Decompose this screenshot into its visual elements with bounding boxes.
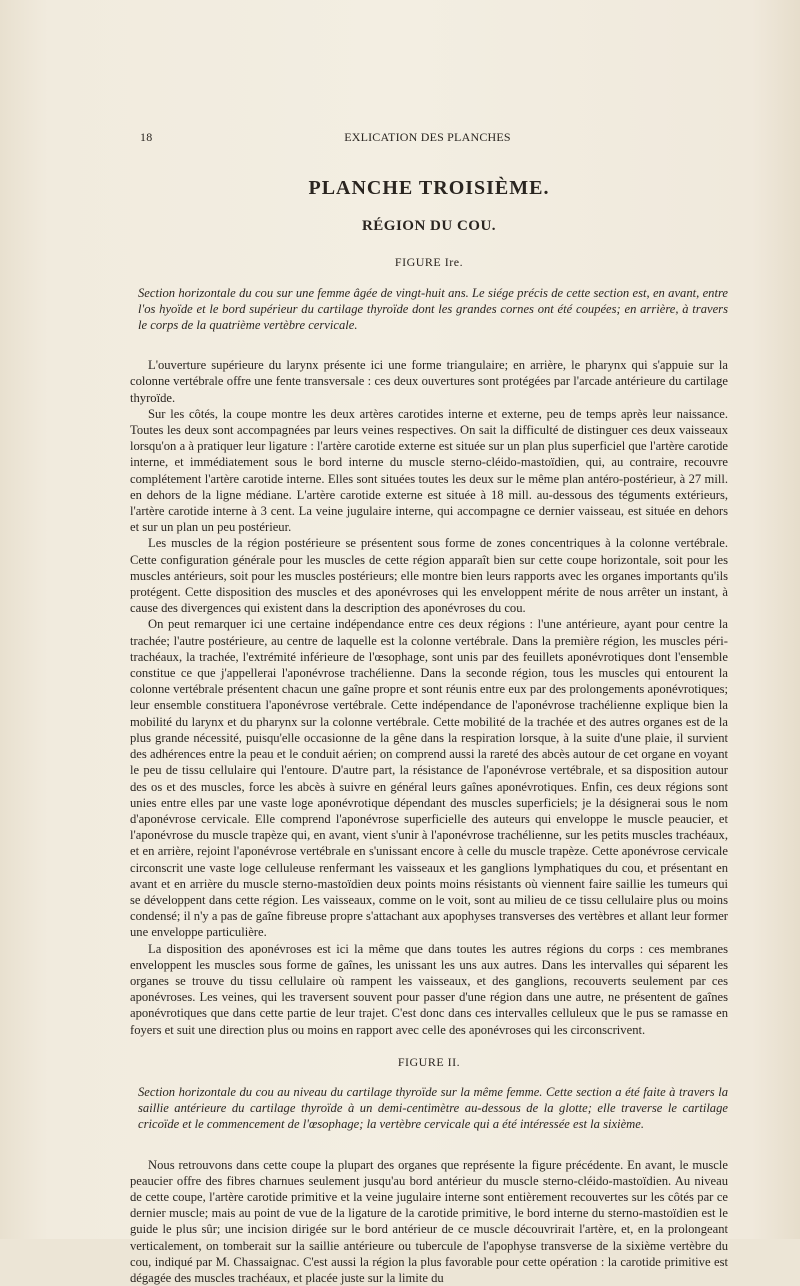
figure-1-paragraph: La disposition des aponévroses est ici la même que dans toutes les autres régions du corps : ces membranes enveloppent les muscles sous forme de gaînes, les unissant les uns aux autres. Dans les intervalles qui séparent les organes se trouve du tissu cellulaire où rampent les vaisseaux, et des ganglions, recouverts seulement par ces aponévroses. Les veines, qui les traversent souvent pour passer d'une région dans une autre, ne présentent de gaînes aponévrotiques que dans cette partie de leur trajet. C'est donc dans ces intervalles celluleux que le pus se ramasse en foyers et suit une direction plus ou moins en rapport avec celle des aponévroses qui les circonscrivent. [130,941,728,1037]
page-number: 18 [140,130,153,144]
figure-1-label: FIGURE Ire. [394,255,464,270]
region-title: RÉGION DU COU. [361,218,497,235]
figure-1-paragraph: L'ouverture supérieure du larynx présente ici une forme triangulaire; en arrière, le pharynx qui s'appuie sur la colonne vertébrale offre une fente transversale : ces deux ouvertures sont protégées par l'arcade antérieure du cartilage thyroïde. [130,358,728,405]
figure-2-caption: Section horizontale du cou au niveau du cartilage thyroïde sur la même femme. Cette section a été faite à travers la saillie antérieure du cartilage thyroïde à un demi-centimètre au-dessous de la glotte; elle traverse le cartilage cricoïde et le commencement de l'œsophage; la vertèbre cervicale qui a été intéressée est la sixième. [138,1084,728,1132]
figure-1-paragraph: Les muscles de la région postérieure se présentent sous forme de zones concentriques à la colonne vertébrale. Cette configuration générale pour les muscles de cette région apparaît bien sur cette coupe horizontale, soit pour les muscles antérieurs, soit pour les muscles postérieurs; elle montre bien leurs rapports avec les organes importants qu'ils protégent. Cette disposition des muscles et des aponévroses qui les enveloppent mérite de nous arrêter un instant, à cause des divergences qui existent dans la description des aponévroses du cou. [130,536,728,616]
figure-1-paragraph: On peut remarquer ici une certaine indépendance entre ces deux régions : l'une antérieure, ayant pour centre la trachée; l'autre postérieure, au centre de laquelle est la colonne vertébrale. Dans la première région, les muscles péri-trachéaux, la trachée, l'extrémité inférieure de l'œsophage, sont unis par des feuillets aponévrotiques dont l'ensemble constitue ce que j'appellerai l'aponévrose trachélienne. Dans la seconde région, tous les muscles qui entourent la colonne vertébrale présentent chacun une gaîne propre et sont réunis entre eux par des prolongements aponévrotiques; leur ensemble constituera l'aponévrose vertébrale. Cette indépendance de l'aponévrose trachélienne explique bien la mobilité du larynx et du pharynx sur la colonne vertébrale. Cette mobilité de la trachée et des autres organes est de la plus grande nécessité, puisqu'elle occasionne de la gêne dans la respiration lorsque, à la suite d'une plaie, il survient des adhérences entre la peau et le conduit aérien; on comprend aussi la rareté des abcès autour de cet organe en voyant le peu de tissu cellulaire qui l'entoure. D'autre part, la résistance de l'aponévrose vertébrale, et sa disposition autour des os et des muscles, force les abcès à suivre en général leurs gaînes aponévrotiques. Enfin, ces deux régions sont unies entre elles par une vaste loge aponévrotique dépendant des muscles superficiels; je la désignerai sous le nom d'aponévrose cervicale. Elle comprend l'aponévrose superficielle des auteurs qui enveloppe le muscle peaucier, et l'aponévrose du muscle trapèze qui, en avant, vient s'unir à l'aponévrose trachélienne, sur les petits muscles trachéaux, et en arrière, rejoint l'aponévrose vertébrale en s'unissant encore à celle du muscle trapèze. Cette aponévrose cervicale circonscrit une vaste loge celluleuse renfermant les vaisseaux et les ganglions lymphatiques du cou, et présentant en avant et en arrière du muscle sterno-mastoïdien deux points moins résistants où viennent faire saillie les tumeurs qui se développent dans cette région. Les vaisseaux, comme on le voit, sont au milieu de ce tissu cellulaire plus ou moins condensé; il n'y a pas de gaîne fibreuse propre s'attachant aux apophyses transverses des vertèbres et allant leur former une enveloppe particulière. [130,617,728,940]
running-head [140,130,715,148]
figure-1-paragraph: Sur les côtés, la coupe montre les deux artères carotides interne et externe, peu de temps après leur naissance. Toutes les deux sont accompagnées par leurs veines respectives. On sait la difficulté de distinguer ces deux vaisseaux lorsqu'on a à pratiquer leur ligature : l'artère carotide externe est située sur un plan plus superficiel que l'artère carotide interne, et immédiatement sous le bord interne du muscle sterno-cléido-mastoïdien, qui, au contraire, recouvre complétement l'artère carotide interne. Elles sont situées toutes les deux sur le même plan antéro-postérieur, à 27 mill. en dehors de la ligne médiane. L'artère carotide externe est située à 18 mill. au-dessous des téguments extérieurs, l'artère carotide interne à 3 cent. La veine jugulaire interne, qui accompagne ce dernier vaisseau, est située en dehors et sur un plan un peu postérieur. [130,406,728,535]
figure-2-paragraph: Nous retrouvons dans cette coupe la plupart des organes que représente la figure précédente. En avant, le muscle peaucier offre des fibres charnues seulement jusqu'au bord antérieur du muscle sterno-cléido-mastoïdien. Au niveau de cette coupe, l'artère carotide primitive et la veine jugulaire interne sont entièrement recouvertes sur les côtés par ce dernier muscle; mais au point de vue de la ligature de la carotide primitive, le bord interne du sterno-mastoïdien est le guide le plus sûr; une incision dirigée sur le bord antérieur de ce muscle découvrirait l'artère, et, en la prolongeant verticalement, on tomberait sur la saillie antérieure ou tubercule de l'apophyse transverse de la sixième vertèbre du cou, indiqué par M. Chassaignac. C'est aussi la région la plus favorable pour cette opération : la carotide primitive est dégagée des muscles trachéaux, et placée juste sur la limite du [130,1157,728,1285]
figure-2-label: FIGURE II. [397,1054,461,1069]
running-title: EXLICATION DES PLANCHES [344,130,511,144]
figure-1-caption: Section horizontale du cou sur une femme âgée de vingt-huit ans. Le siége précis de cette section est, en avant, entre l'os hyoïde et le bord supérieur du cartilage thyroïde dont les grandes cornes ont été coupées; en arrière, à travers le corps de la quatrième vertèbre cervicale. [138,285,728,333]
plate-title: PLANCHE TROISIÈME. [308,177,550,199]
document-body [130,177,728,1286]
